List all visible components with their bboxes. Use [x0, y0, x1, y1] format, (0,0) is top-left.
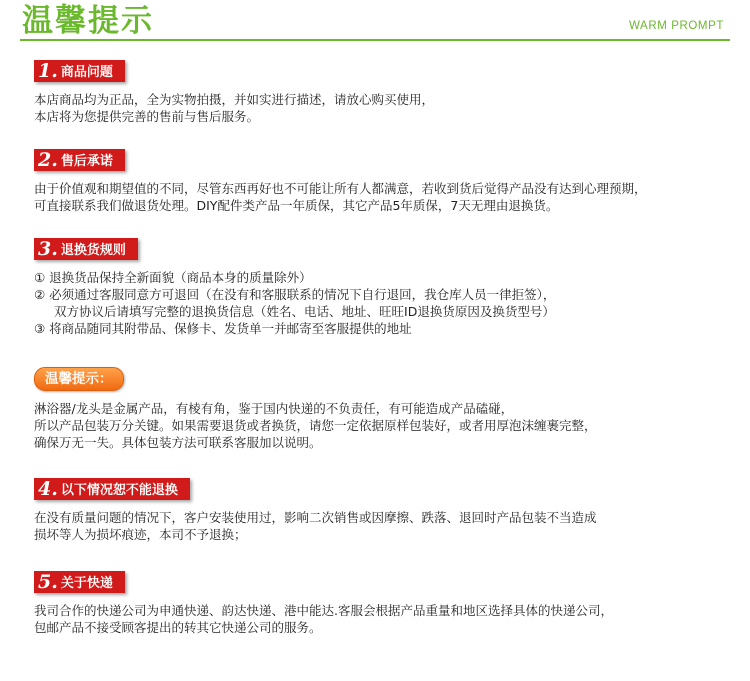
section-title: 关于快递 [60, 576, 113, 591]
section-title: 商品问题 [60, 65, 113, 80]
section-return-rules [34, 238, 734, 337]
section-body [34, 509, 734, 543]
section-body [34, 269, 734, 337]
body-line: 本店将为您提供完善的售前与售后服务。 [34, 109, 260, 124]
body-line: 淋浴器/龙头是金属产品，有棱有角，鉴于国内快递的不负责任，有可能造成产品磕碰， [34, 401, 514, 416]
section-body [34, 602, 734, 636]
section-title: 以下情况恕不能退换 [60, 483, 178, 498]
body-line: 确保万无一失。具体包装方法可联系客服加以说明。 [34, 435, 322, 450]
body-line: 包邮产品不接受顾客提出的转其它快递公司的服务。 [34, 620, 322, 635]
body-line: ③ 将商品随同其附带品、保修卡、发货单一并邮寄至客服提供的地址 [34, 321, 412, 336]
body-line: 损坏等人为损坏痕迹，本司不予退换； [34, 527, 247, 542]
warm-tip-badge: 温馨提示： [34, 367, 124, 391]
section-badge [34, 238, 138, 260]
section-warm-tip [34, 367, 734, 451]
body-line: 所以产品包装万分关键。如果需要退货或者换货，请您一定依据原样包装好，或者用厚泡沫缠裹完整， [34, 418, 597, 433]
section-badge [34, 60, 125, 82]
body-line: 本店商品均为正品，全为实物拍摄，并如实进行描述，请放心购买使用， [34, 92, 435, 107]
page-title: 温馨提示 [22, 3, 154, 39]
section-title: 售后承诺 [60, 154, 113, 169]
section-number: 4. [38, 478, 58, 500]
section-badge [34, 571, 125, 593]
section-body [34, 400, 734, 451]
body-line: 由于价值观和期望值的不同，尽管东西再好也不可能让所有人都满意，若收到货后觉得产品没有达到心理预期， [34, 181, 647, 196]
body-line: 我司合作的快递公司为申通快递、韵达快递、港中能达.客服会根据产品重量和地区选择具体的快递公司， [34, 603, 613, 618]
page-subtitle: WARM PROMPT [629, 20, 724, 32]
section-about-delivery [34, 571, 734, 636]
section-number: 2. [38, 149, 58, 171]
body-line: 可直接联系我们做退货处理。DIY配件类产品一年质保，其它产品5年质保，7天无理由退换货。 [34, 198, 559, 213]
section-body [34, 91, 734, 125]
section-badge [34, 149, 125, 171]
section-number: 3. [38, 238, 58, 260]
section-no-return-cases [34, 478, 734, 543]
section-body [34, 180, 734, 214]
body-line: ① 退换货品保持全新面貌（商品本身的质量除外） [34, 270, 312, 285]
section-title: 退换货规则 [60, 243, 126, 258]
header-divider [20, 39, 730, 41]
section-product-issues [34, 60, 734, 125]
section-badge [34, 478, 190, 500]
body-line: 双方协议后请填写完整的退换货信息（姓名、电话、地址、旺旺ID退换货原因及换货型号） [54, 304, 555, 319]
body-line: 在没有质量问题的情况下，客户安装使用过，影响二次销售或因摩擦、跌落、退回时产品包装不当造成 [34, 510, 597, 525]
section-number: 1. [38, 60, 58, 82]
header [0, 0, 750, 48]
body-line: ② 必须通过客服同意方可退回（在没有和客服联系的情况下自行退回，我仓库人员一律拒签）， [34, 287, 556, 302]
section-number: 5. [38, 571, 58, 593]
section-after-sales [34, 149, 734, 214]
